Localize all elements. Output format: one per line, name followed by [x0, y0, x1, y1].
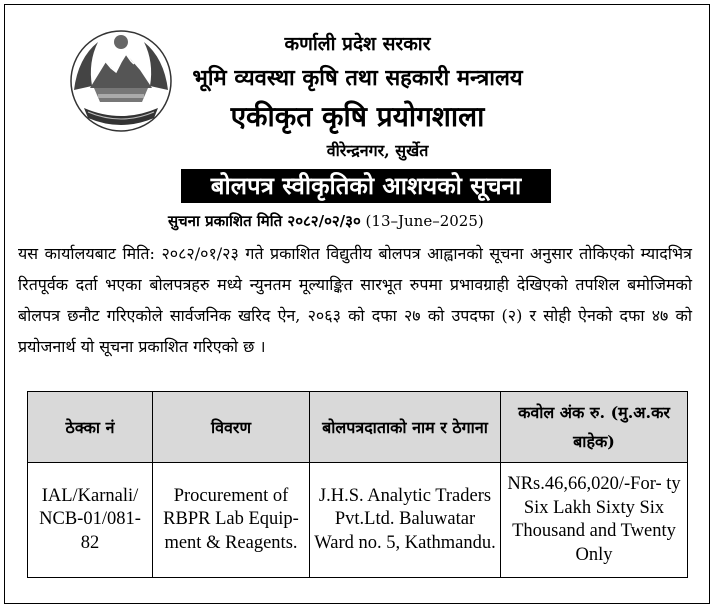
tender-table	[27, 391, 688, 578]
cell-bidder: J.H.S. Analytic Traders Pvt.Ltd. Baluwatar Ward no. 5, Kathmandu.	[310, 463, 501, 578]
publication-date-english: (13–June–2025)	[365, 212, 484, 230]
table-row	[28, 463, 688, 578]
government-name: कर्णाली प्रदेश सरकार	[284, 33, 431, 55]
publication-date	[168, 211, 484, 231]
header-bid-amount: कवोल अंक रु. (मु.अ.कर बाहेक)	[501, 392, 688, 463]
table-header-row	[28, 392, 688, 463]
header-bidder: बोलपत्रदाताको नाम र ठेगाना	[310, 392, 501, 463]
notice-body: यस कार्यालयबाट मिति: २०८२/०१/२३ गते प्रकाशित विद्युतीय बोलपत्र आह्वानको सूचना अनुसार तोकिएको म्यादभित्र रितपूर्वक दर्ता भएका बोलपत्रहरु मध्ये न्युनतम मूल्याङ्कित सारभूत रुपमा प्रभावग्राही देखिएको तपशिल बमोजिमको बोलपत्र छनौट गरिएकोले सार्वजनिक खरिद ऐन, २०६३ को दफा २७ को उपदफा (२) र सोही ऐनको दफा ४७ को प्रयोजनार्थ यो सूचना प्रकाशित गरिएको छ ।	[18, 244, 692, 356]
ministry-name: भूमि व्यवस्था कृषि तथा सहकारी मन्त्रालय	[192, 65, 523, 91]
cell-contract-no: IAL/Karnali/ NCB-01/081-82	[28, 463, 153, 578]
header-contract-no: ठेक्का नं	[28, 392, 153, 463]
cell-bid-amount: NRs.46,66,020/-For- ty Six Lakh Sixty Six Thousand and Twenty Only	[501, 463, 688, 578]
cell-description: Procurement of RBPR Lab Equip- ment & Reagents.	[153, 463, 310, 578]
office-location: वीरेन्द्रनगर, सुर्खेत	[326, 141, 429, 160]
notice-title: बोलपत्र स्वीकृतिको आशयको सूचना	[181, 169, 551, 203]
office-name: एकीकृत कृषि प्रयोगशाला	[230, 100, 485, 133]
publication-date-label: सुचना प्रकाशित मिति २०८२/०२/३०	[168, 212, 361, 230]
header-description: विवरण	[153, 392, 310, 463]
